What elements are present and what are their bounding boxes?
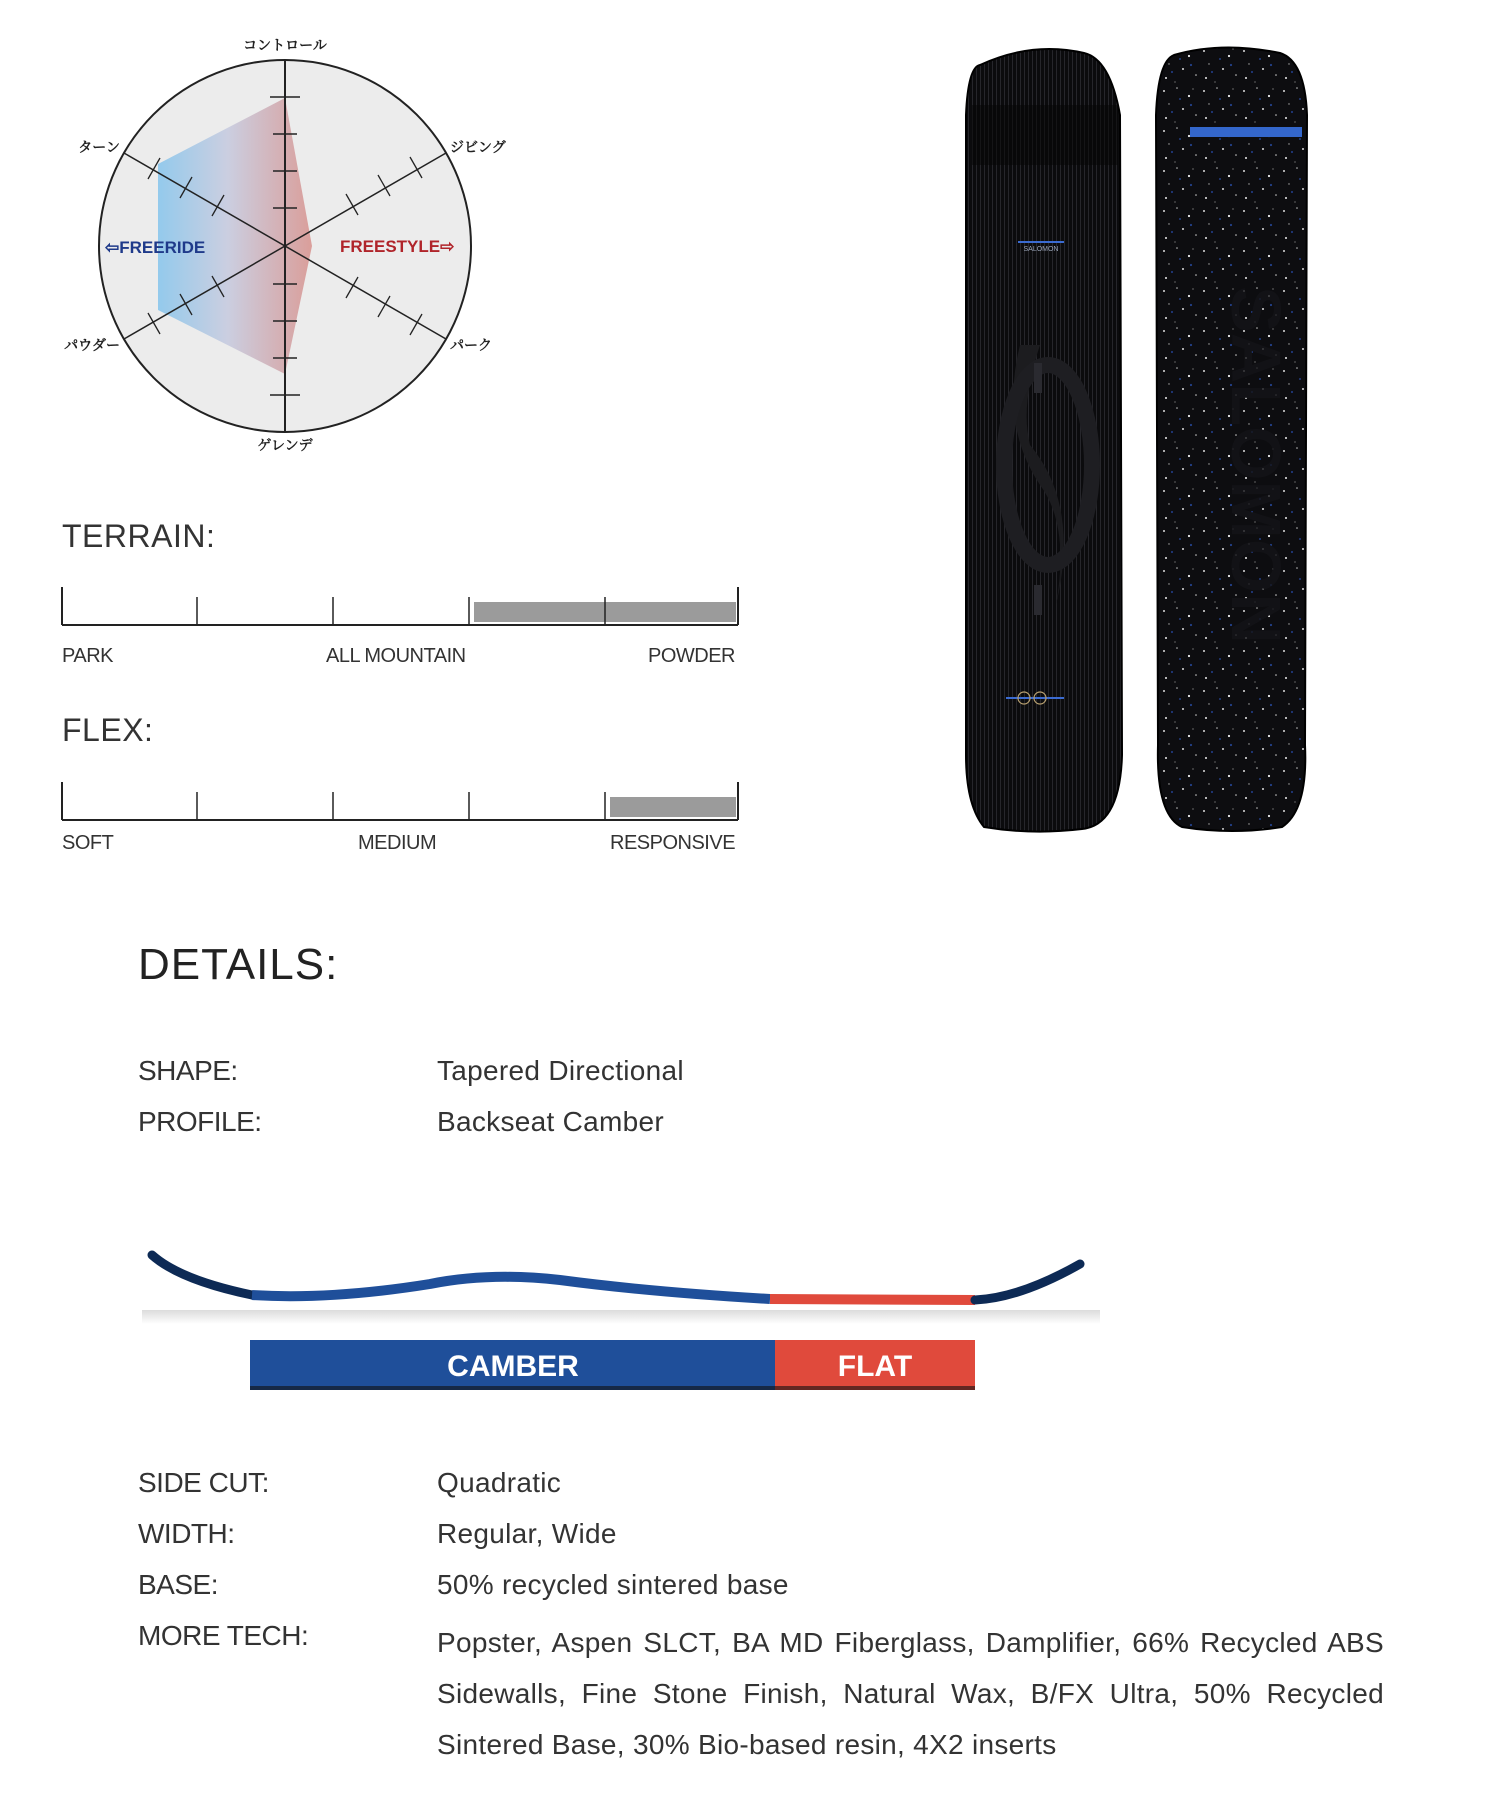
board-base bbox=[1156, 47, 1307, 831]
radar-axis-bottom: ゲレンデ bbox=[257, 438, 313, 454]
shape-label: SHAPE: bbox=[138, 1055, 238, 1086]
board-brand-text: SALOMON bbox=[1023, 246, 1059, 253]
flex-label-medium: MEDIUM bbox=[358, 832, 437, 854]
profile-label: PROFILE: bbox=[138, 1106, 262, 1137]
terrain-label-powder: POWDER bbox=[648, 645, 735, 667]
base-label: BASE: bbox=[138, 1569, 218, 1600]
snowboard-images bbox=[960, 45, 1330, 835]
riding-style-radar bbox=[40, 30, 540, 470]
flex-title: FLEX: bbox=[62, 712, 154, 748]
freeride-label: ⇦FREERIDE bbox=[105, 238, 206, 257]
camber-label: CAMBER bbox=[447, 1350, 579, 1383]
base-value: 50% recycled sintered base bbox=[437, 1569, 789, 1600]
profile-value: Backseat Camber bbox=[437, 1106, 665, 1137]
radar-axis-top: コントロール bbox=[243, 38, 327, 54]
more-tech-value: Popster, Aspen SLCT, BA MD Fiberglass, Damplifier, 66% Recycled ABS Sidewalls, Fine Stone Finish, Natural Wax, B/FX Ultra, 50% Recycled Sintered Base, 30% Bio-based resin, 4X2 inserts bbox=[437, 1627, 1384, 1760]
freestyle-label: FREESTYLE⇨ bbox=[340, 237, 455, 256]
details-title: DETAILS: bbox=[138, 940, 339, 989]
radar-axis-top-left: ターン bbox=[78, 140, 120, 156]
flex-label-responsive: RESPONSIVE bbox=[610, 832, 736, 854]
side-cut-value: Quadratic bbox=[437, 1467, 562, 1498]
flex-range-bar bbox=[610, 797, 736, 817]
flat-label: FLAT bbox=[837, 1350, 913, 1383]
profile-diagram bbox=[130, 1240, 1110, 1400]
width-value: Regular, Wide bbox=[437, 1518, 617, 1549]
width-label: WIDTH: bbox=[138, 1518, 235, 1549]
terrain-label-park: PARK bbox=[62, 645, 113, 667]
board-topsheet bbox=[966, 49, 1122, 832]
terrain-title: TERRAIN: bbox=[62, 518, 216, 554]
side-cut-label: SIDE CUT: bbox=[138, 1467, 269, 1498]
more-tech-label: MORE TECH: bbox=[138, 1620, 309, 1651]
radar-axis-bottom-left: パウダー bbox=[64, 338, 120, 354]
radar-axis-top-right: ジビング bbox=[450, 140, 506, 156]
flex-labels-clip bbox=[60, 832, 760, 854]
radar-axis-bottom-right: パーク bbox=[450, 338, 492, 354]
shape-value: Tapered Directional bbox=[437, 1055, 684, 1086]
svg-text:SALOMON: SALOMON bbox=[1217, 286, 1295, 644]
flex-scale bbox=[60, 782, 740, 822]
terrain-scale bbox=[60, 587, 740, 627]
flex-label-soft: SOFT bbox=[62, 832, 114, 854]
terrain-label-all-mountain: ALL MOUNTAIN bbox=[326, 645, 466, 667]
